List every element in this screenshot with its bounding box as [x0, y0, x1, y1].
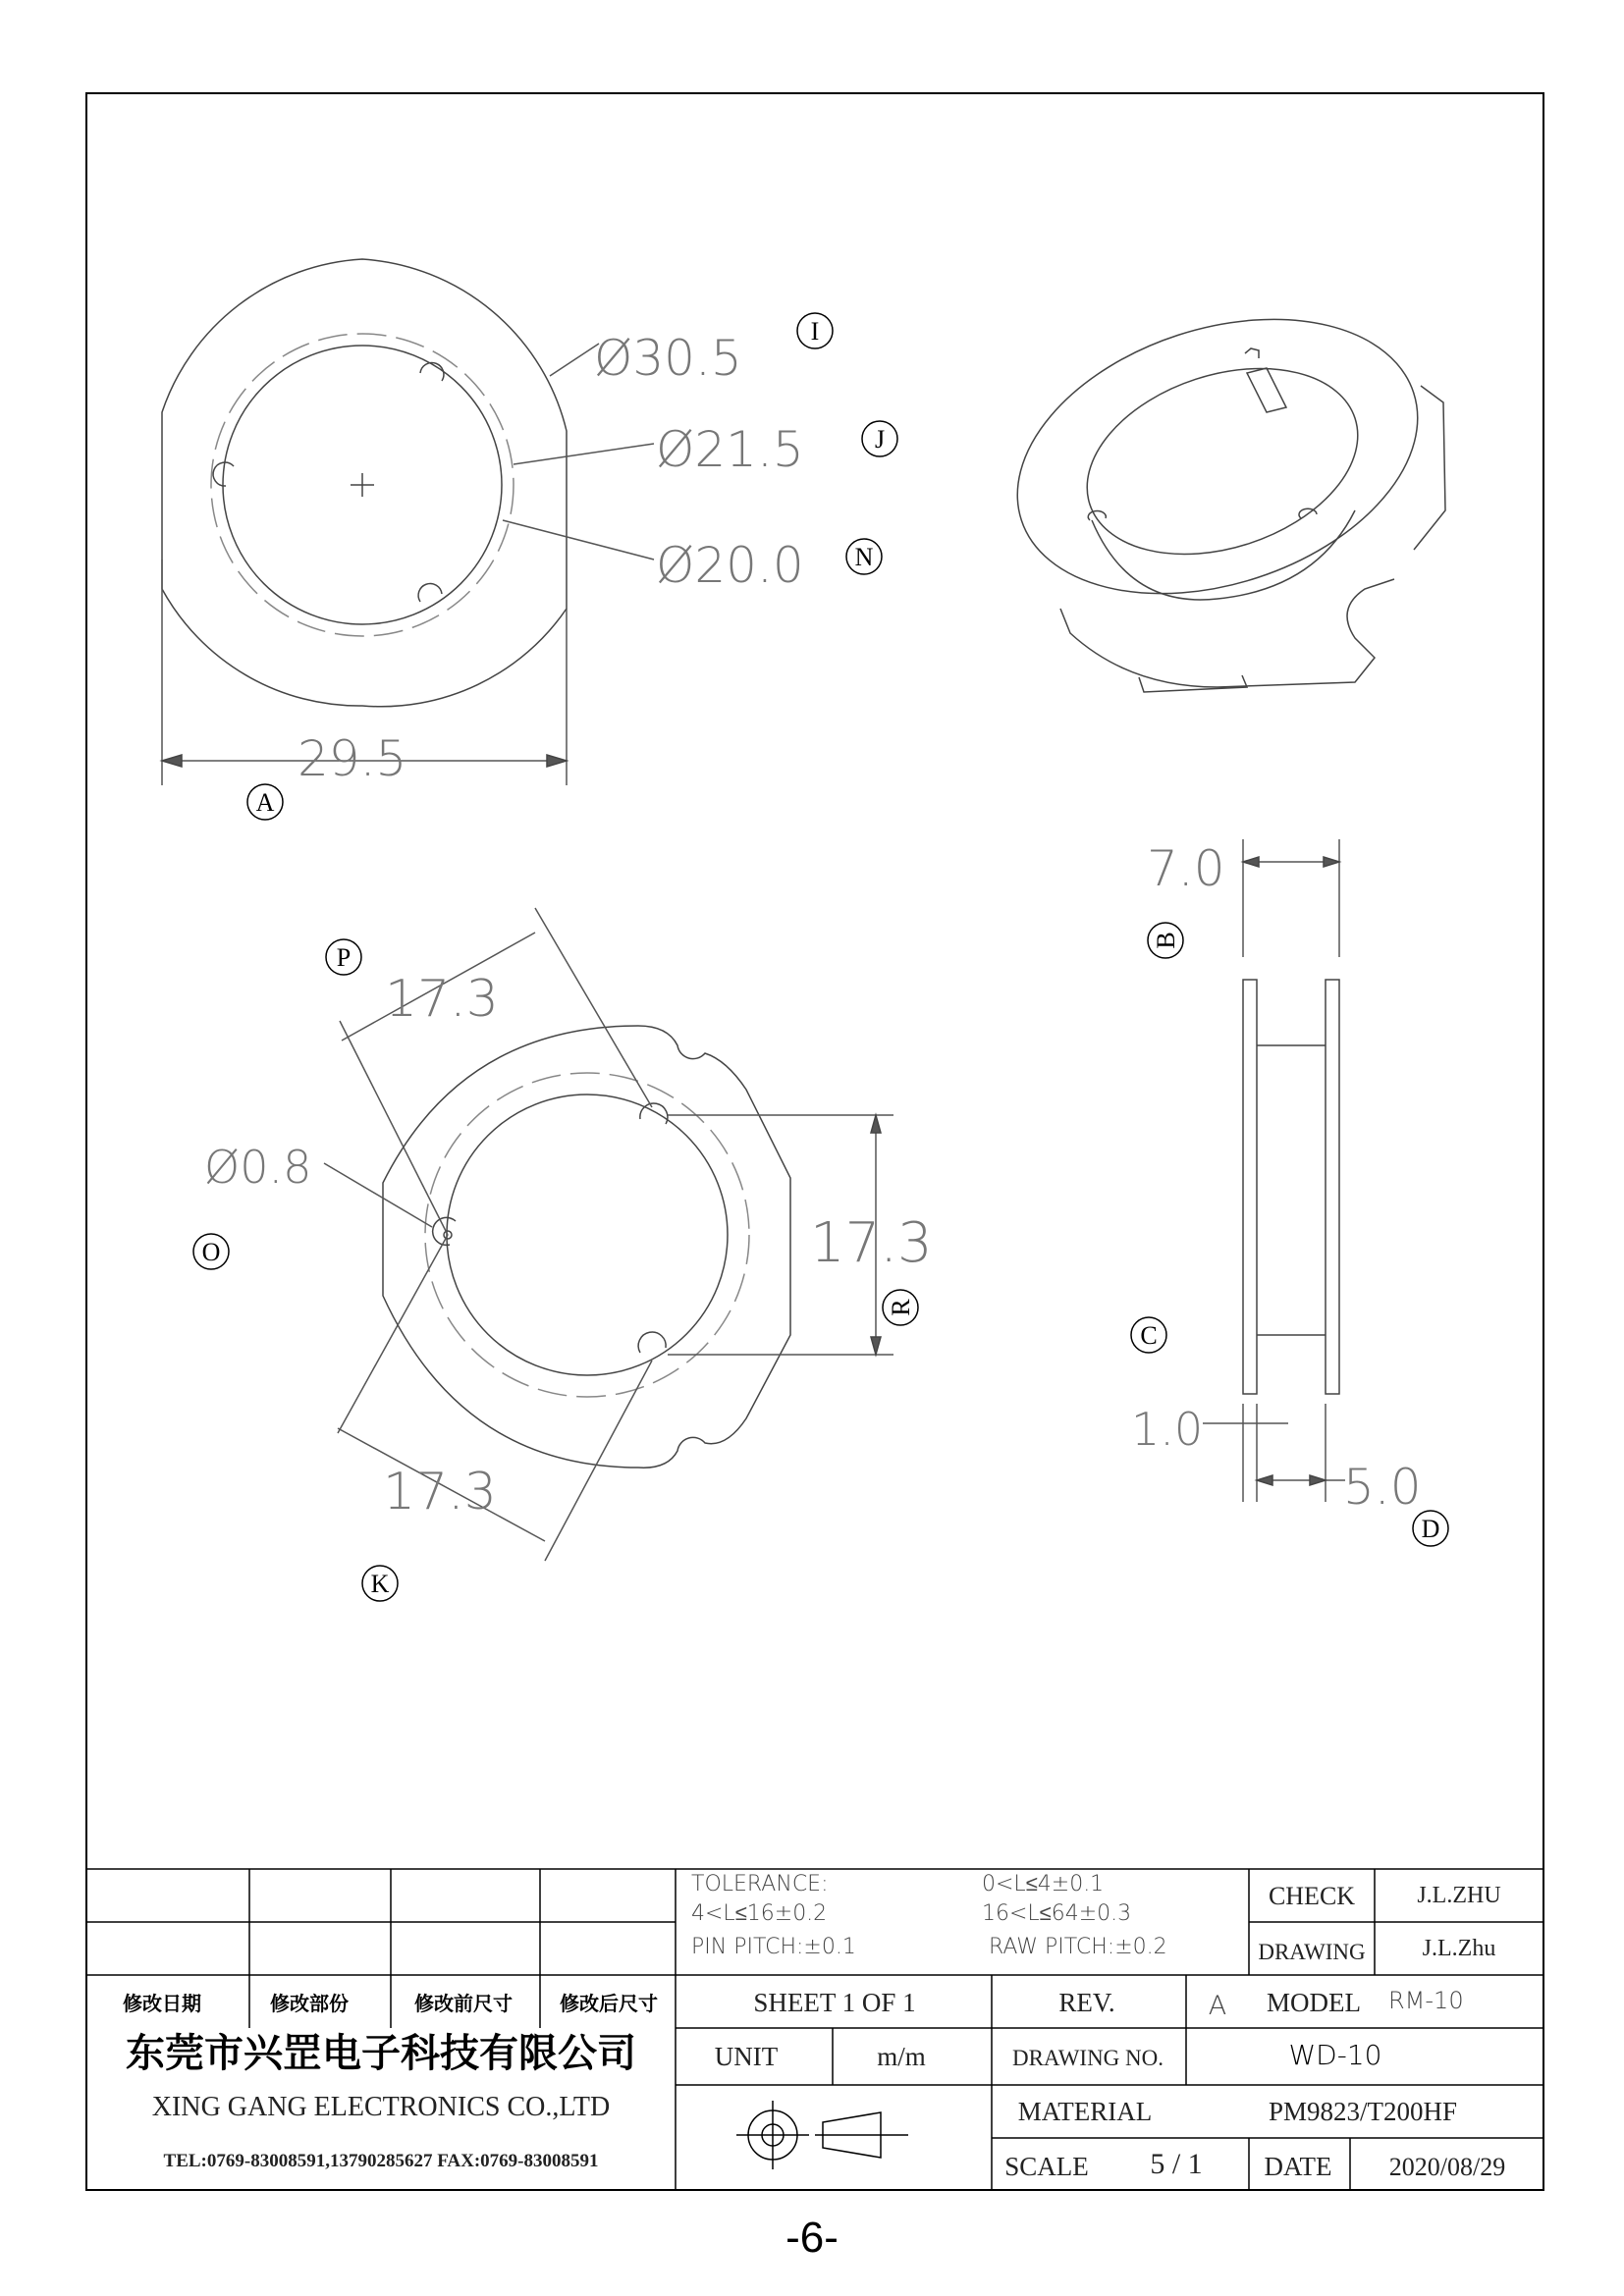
unit-label: UNIT — [714, 2042, 779, 2071]
scale-value: 5 / 1 — [1150, 2148, 1203, 2180]
callout-r: R — [887, 1299, 915, 1316]
dim-ext-k1 — [338, 1235, 448, 1433]
callout-a: A — [255, 788, 275, 817]
check-value: J.L.ZHU — [1417, 1883, 1501, 1908]
date-label: DATE — [1264, 2152, 1332, 2181]
dim-pin-hole: Ø0.8 — [204, 1141, 312, 1194]
iso-side-right — [1414, 386, 1445, 550]
side-view — [1203, 839, 1345, 1502]
rev-value: A — [1208, 1991, 1227, 2021]
drawing-label: DRAWING — [1258, 1940, 1366, 1964]
rev-header-before: 修改前尺寸 — [414, 1992, 513, 2015]
arrow-height-l — [1243, 857, 1259, 867]
dim-total-height: 7.0 — [1147, 840, 1225, 897]
bottom-bore — [447, 1095, 728, 1375]
material-label: MATERIAL — [1017, 2097, 1153, 2126]
model-value: RM-10 — [1388, 1987, 1464, 2014]
tolerance-label: TOLERANCE: — [691, 1872, 829, 1896]
dim-slot-span-right: 17.3 — [810, 1211, 933, 1275]
dim-ext-k2 — [545, 1361, 652, 1561]
page-number: -6- — [785, 2214, 839, 2262]
scale-label: SCALE — [1004, 2152, 1089, 2181]
rev-header-date: 修改日期 — [123, 1992, 201, 2015]
tolerance-3: 16<L≤64±0.3 — [982, 1901, 1132, 1926]
callout-i: I — [810, 317, 820, 346]
side-right-flange — [1326, 980, 1339, 1394]
pin-notch-1 — [420, 363, 444, 381]
iso-lower-flange — [1060, 579, 1394, 687]
company-en: XING GANG ELECTRONICS CO.,LTD — [151, 2092, 611, 2122]
drawing-no-label: DRAWING NO. — [1011, 2046, 1164, 2070]
arrow-winding-r — [1310, 1475, 1326, 1485]
pin-pitch: PIN PITCH:±0.1 — [691, 1935, 856, 1959]
dim-flange-inner-diameter: Ø21.5 — [656, 421, 804, 478]
rev-header-after: 修改后尺寸 — [560, 1992, 658, 2015]
arrow-right — [547, 755, 567, 767]
iso-pin — [1245, 348, 1286, 412]
date-value: 2020/08/29 — [1388, 2153, 1506, 2181]
company-contact: TEL:0769-83008591,13790285627 FAX:0769-83008591 — [163, 2151, 599, 2171]
model-label: MODEL — [1267, 1988, 1361, 2017]
isometric-view — [982, 271, 1453, 692]
arrow-right-up — [871, 1115, 881, 1133]
callouts — [193, 313, 1448, 1601]
drawing-value: J.L.Zhu — [1422, 1936, 1496, 1961]
unit-value: m/m — [877, 2042, 926, 2071]
bottom-outer-profile — [383, 1026, 790, 1468]
iso-slot-front — [1139, 675, 1247, 692]
dim-ext-p1 — [340, 1021, 448, 1235]
callout-b: B — [1152, 932, 1180, 949]
leader-outer — [550, 344, 599, 376]
dim-bore-diameter: Ø20.0 — [656, 537, 804, 594]
dim-slot-span-bottom: 17.3 — [383, 1463, 497, 1522]
raw-pitch: RAW PITCH:±0.2 — [989, 1935, 1167, 1959]
callout-p: P — [336, 943, 352, 972]
callout-n: N — [854, 543, 874, 571]
leader-flange — [514, 444, 654, 464]
pin-notch-3 — [418, 584, 442, 602]
drawing-no-value: WD-10 — [1288, 2039, 1382, 2071]
top-view — [162, 259, 654, 785]
dim-slot-span-top: 17.3 — [385, 970, 499, 1029]
arrow-left — [162, 755, 182, 767]
arrow-winding-l — [1257, 1475, 1272, 1485]
arrow-height-r — [1324, 857, 1339, 867]
dim-outer-diameter: Ø30.5 — [594, 330, 742, 387]
dim-winding-width: 5.0 — [1343, 1459, 1422, 1516]
bottom-notch-2 — [638, 1332, 666, 1353]
bottom-flange-inner — [425, 1073, 749, 1397]
dim-flange-thickness: 1.0 — [1131, 1403, 1204, 1456]
dim-flat-width: 29.5 — [298, 730, 407, 787]
callout-d: D — [1421, 1515, 1440, 1543]
side-left-flange — [1243, 980, 1257, 1394]
rev-header-part: 修改部份 — [270, 1992, 349, 2015]
tolerance-1: 0<L≤4±0.1 — [982, 1872, 1105, 1896]
callout-k: K — [370, 1570, 390, 1598]
arrow-right-down — [871, 1337, 881, 1355]
leader-bore — [503, 520, 654, 560]
callout-o: O — [201, 1238, 221, 1266]
callout-c: C — [1140, 1321, 1158, 1350]
rev-label: REV. — [1058, 1988, 1115, 2017]
bottom-notch-1 — [640, 1103, 668, 1124]
callout-j: J — [874, 425, 886, 454]
tolerance-2: 4<L≤16±0.2 — [691, 1901, 828, 1926]
check-label: CHECK — [1268, 1882, 1356, 1910]
company-cn: 东莞市兴罡电子科技有限公司 — [126, 2031, 636, 2076]
material-value: PM9823/T200HF — [1268, 2097, 1458, 2126]
iso-top-outer — [982, 271, 1453, 641]
iso-top-inner — [1063, 336, 1381, 586]
sheet-text: SHEET 1 OF 1 — [753, 1988, 916, 2017]
